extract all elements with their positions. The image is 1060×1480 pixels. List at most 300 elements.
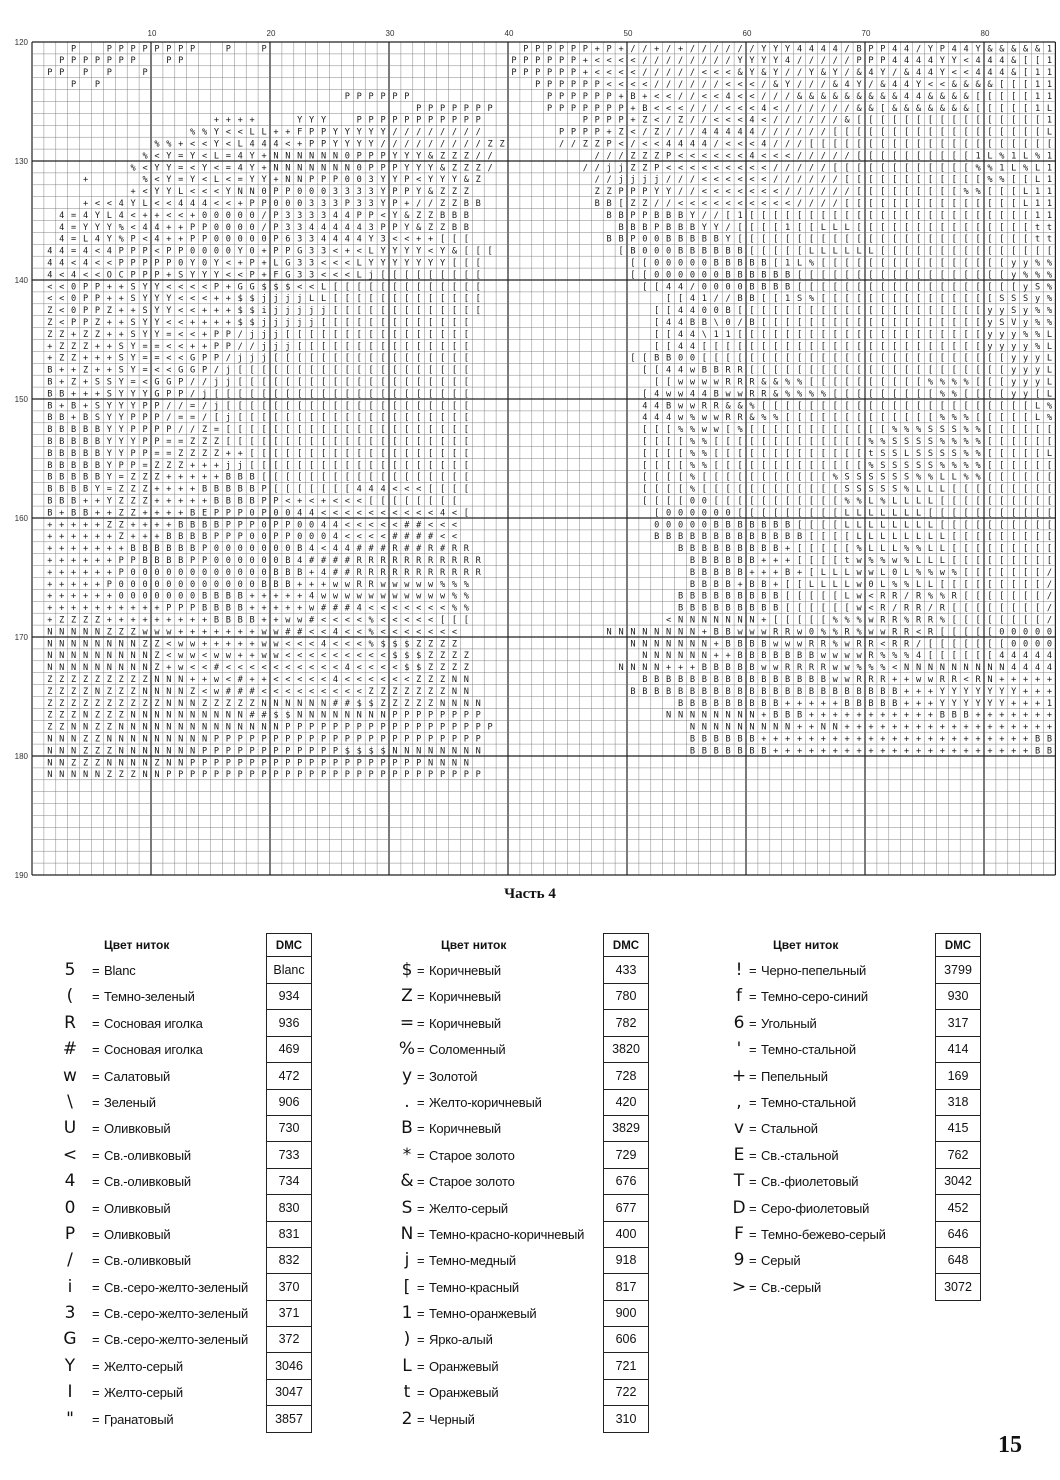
stitch-symbol: Z bbox=[630, 199, 635, 209]
stitch-symbol: / bbox=[190, 389, 195, 399]
stitch-symbol: B bbox=[737, 270, 742, 280]
stitch-symbol: B bbox=[226, 497, 231, 507]
stitch-symbol: [ bbox=[821, 473, 826, 483]
stitch-symbol: + bbox=[1035, 711, 1040, 721]
stitch-symbol: P bbox=[190, 758, 195, 768]
stitch-symbol: P bbox=[131, 235, 136, 245]
legend-header bbox=[58, 933, 388, 957]
stitch-symbol: Y bbox=[940, 699, 946, 709]
stitch-symbol: + bbox=[107, 282, 112, 292]
stitch-symbol: / bbox=[809, 163, 814, 173]
stitch-symbol: [ bbox=[345, 413, 350, 423]
stitch-symbol: B bbox=[749, 592, 754, 602]
stitch-symbol: [ bbox=[975, 627, 980, 637]
stitch-symbol: B bbox=[868, 687, 873, 697]
stitch-symbol: % bbox=[856, 497, 862, 507]
stitch-symbol: [ bbox=[380, 354, 385, 364]
stitch-symbol: $ bbox=[392, 651, 397, 661]
stitch-symbol: 4 bbox=[654, 413, 659, 423]
stitch-symbol: P bbox=[59, 68, 64, 78]
stitch-symbol: < bbox=[47, 282, 52, 292]
stitch-symbol: / bbox=[630, 44, 635, 54]
stitch-symbol: w bbox=[773, 639, 779, 649]
stitch-symbol: P bbox=[285, 770, 290, 780]
stitch-symbol: / bbox=[761, 80, 766, 90]
legend-dmc-code: 415 bbox=[935, 1115, 981, 1142]
stitch-symbol: # bbox=[416, 544, 422, 554]
stitch-symbol: & bbox=[440, 163, 446, 173]
legend-row bbox=[395, 1195, 725, 1221]
stitch-symbol: + bbox=[95, 532, 100, 542]
stitch-symbol: Z bbox=[452, 651, 457, 661]
stitch-symbol: [ bbox=[1023, 449, 1028, 459]
stitch-symbol: 0 bbox=[178, 259, 183, 269]
stitch-symbol: Y bbox=[654, 187, 660, 197]
stitch-symbol: Z bbox=[654, 128, 659, 138]
stitch-symbol: N bbox=[59, 758, 64, 768]
stitch-symbol: [ bbox=[975, 128, 980, 138]
stitch-symbol: 4 bbox=[666, 282, 671, 292]
stitch-symbol: 0 bbox=[202, 211, 207, 221]
stitch-symbol: < bbox=[321, 687, 326, 697]
stitch-symbol: P bbox=[428, 116, 433, 126]
stitch-symbol: [ bbox=[952, 639, 957, 649]
stitch-symbol: % bbox=[868, 556, 874, 566]
stitch-symbol: [ bbox=[964, 544, 969, 554]
stitch-symbol: [ bbox=[880, 342, 885, 352]
stitch-symbol: [ bbox=[369, 461, 374, 471]
stitch-symbol: [ bbox=[1047, 425, 1052, 435]
stitch-symbol: N bbox=[71, 746, 76, 756]
stitch-symbol: [ bbox=[333, 401, 338, 411]
stitch-symbol: < bbox=[226, 128, 231, 138]
stitch-symbol: + bbox=[47, 520, 52, 530]
stitch-symbol: [ bbox=[404, 270, 409, 280]
stitch-symbol: y bbox=[1011, 389, 1016, 399]
stitch-symbol: + bbox=[83, 568, 88, 578]
stitch-symbol: Y bbox=[154, 306, 160, 316]
row-number-label: 120 bbox=[15, 38, 29, 47]
stitch-symbol: [ bbox=[952, 616, 957, 626]
stitch-symbol: [ bbox=[1047, 556, 1052, 566]
stitch-symbol: + bbox=[928, 699, 933, 709]
stitch-symbol: B bbox=[238, 592, 243, 602]
legend-color-name: Темно-зеленый bbox=[104, 989, 195, 1004]
stitch-symbol: Y bbox=[964, 699, 970, 709]
stitch-symbol: < bbox=[345, 627, 350, 637]
stitch-symbol: [ bbox=[1023, 497, 1028, 507]
stitch-symbol: + bbox=[773, 580, 778, 590]
stitch-symbol: + bbox=[190, 211, 195, 221]
stitch-symbol: [ bbox=[666, 342, 671, 352]
stitch-symbol: B bbox=[702, 735, 707, 745]
stitch-symbol: 1 bbox=[1035, 92, 1040, 102]
stitch-symbol: L bbox=[261, 128, 266, 138]
stitch-symbol: [ bbox=[654, 306, 659, 316]
stitch-symbol: # bbox=[321, 604, 327, 614]
stitch-symbol: + bbox=[904, 735, 909, 745]
stitch-symbol: N bbox=[273, 151, 278, 161]
stitch-symbol: 0 bbox=[178, 568, 183, 578]
stitch-symbol: [ bbox=[440, 413, 445, 423]
stitch-symbol: L bbox=[833, 223, 838, 233]
stitch-symbol: P bbox=[250, 270, 255, 280]
stitch-symbol: & bbox=[845, 92, 851, 102]
stitch-symbol: 4 bbox=[345, 544, 350, 554]
stitch-symbol: N bbox=[214, 723, 219, 733]
stitch-symbol: [ bbox=[250, 425, 255, 435]
stitch-symbol: j bbox=[321, 306, 326, 316]
stitch-symbol: / bbox=[678, 68, 683, 78]
stitch-symbol: < bbox=[333, 270, 338, 280]
stitch-symbol: [ bbox=[1023, 175, 1028, 185]
stitch-symbol: B bbox=[749, 544, 754, 554]
stitch-symbol: < bbox=[380, 675, 385, 685]
stitch-symbol: [ bbox=[261, 425, 266, 435]
stitch-symbol: 0 bbox=[892, 568, 897, 578]
stitch-symbol: < bbox=[714, 151, 719, 161]
stitch-symbol: j bbox=[226, 378, 231, 388]
stitch-symbol: [ bbox=[975, 270, 980, 280]
stitch-symbol: < bbox=[59, 282, 64, 292]
stitch-symbol: [ bbox=[309, 401, 314, 411]
stitch-symbol: P bbox=[47, 68, 52, 78]
stitch-symbol: < bbox=[392, 616, 397, 626]
stitch-symbol: [ bbox=[987, 497, 992, 507]
stitch-symbol: < bbox=[166, 651, 171, 661]
stitch-symbol: N bbox=[452, 758, 457, 768]
stitch-symbol: + bbox=[154, 604, 159, 614]
stitch-symbol: + bbox=[107, 604, 112, 614]
stitch-symbol: [ bbox=[868, 425, 873, 435]
stitch-symbol: P bbox=[357, 151, 362, 161]
stitch-symbol: [ bbox=[821, 401, 826, 411]
stitch-symbol: Y bbox=[999, 699, 1005, 709]
stitch-symbol: [ bbox=[321, 413, 326, 423]
stitch-symbol: w bbox=[285, 616, 291, 626]
legend-equals-sign: = bbox=[749, 1069, 757, 1084]
stitch-symbol: 0 bbox=[702, 259, 707, 269]
stitch-symbol: P bbox=[452, 116, 457, 126]
stitch-symbol: N bbox=[238, 711, 243, 721]
stitch-symbol: [ bbox=[940, 401, 945, 411]
stitch-symbol: % bbox=[809, 259, 815, 269]
stitch-symbol: N bbox=[59, 735, 64, 745]
stitch-symbol: 4 bbox=[916, 92, 921, 102]
legend-dmc-code: 3042 bbox=[935, 1168, 981, 1195]
stitch-symbol: [ bbox=[654, 318, 659, 328]
stitch-symbol: j bbox=[309, 318, 314, 328]
stitch-symbol: P bbox=[202, 235, 207, 245]
stitch-symbol: [ bbox=[975, 568, 980, 578]
stitch-symbol: Y bbox=[416, 247, 422, 257]
stitch-symbol: Y bbox=[773, 44, 779, 54]
stitch-symbol: S bbox=[928, 437, 933, 447]
stitch-symbol: L bbox=[1035, 175, 1040, 185]
stitch-symbol: L bbox=[928, 497, 933, 507]
stitch-symbol: w bbox=[214, 675, 220, 685]
stitch-symbol: [ bbox=[845, 544, 850, 554]
stitch-symbol: B bbox=[726, 735, 731, 745]
stitch-symbol: 4 bbox=[357, 223, 362, 233]
stitch-symbol: + bbox=[71, 366, 76, 376]
stitch-symbol: P bbox=[559, 128, 564, 138]
stitch-symbol: L bbox=[940, 556, 945, 566]
stitch-symbol: B bbox=[761, 592, 766, 602]
stitch-symbol: B bbox=[749, 294, 754, 304]
stitch-symbol: 4 bbox=[678, 318, 683, 328]
stitch-symbol: R bbox=[904, 604, 910, 614]
stitch-symbol: < bbox=[392, 627, 397, 637]
stitch-symbol: Z bbox=[59, 330, 64, 340]
stitch-symbol: Y bbox=[773, 68, 779, 78]
stitch-symbol: [ bbox=[797, 592, 802, 602]
stitch-symbol: [ bbox=[1047, 461, 1052, 471]
stitch-symbol: < bbox=[630, 80, 635, 90]
stitch-symbol: B bbox=[642, 104, 647, 114]
stitch-symbol: w bbox=[190, 651, 196, 661]
stitch-symbol: N bbox=[297, 711, 302, 721]
stitch-symbol: + bbox=[797, 699, 802, 709]
stitch-symbol: [ bbox=[428, 425, 433, 435]
stitch-symbol: [ bbox=[868, 366, 873, 376]
legend-color-name: Темно-красный bbox=[429, 1280, 519, 1295]
stitch-symbol: P bbox=[214, 532, 219, 542]
stitch-symbol: [ bbox=[987, 461, 992, 471]
stitch-symbol: 4 bbox=[975, 56, 980, 66]
stitch-symbol: [ bbox=[833, 497, 838, 507]
stitch-symbol: S bbox=[904, 461, 909, 471]
stitch-symbol: [ bbox=[250, 389, 255, 399]
stitch-symbol: [ bbox=[380, 425, 385, 435]
stitch-symbol: + bbox=[666, 663, 671, 673]
stitch-symbol: [ bbox=[654, 485, 659, 495]
stitch-symbol: R bbox=[440, 556, 446, 566]
stitch-symbol: N bbox=[452, 675, 457, 685]
stitch-symbol: [ bbox=[333, 366, 338, 376]
stitch-symbol: < bbox=[761, 199, 766, 209]
stitch-symbol: [ bbox=[642, 425, 647, 435]
legend-color-name: Св.-оливковый bbox=[104, 1174, 191, 1189]
stitch-symbol: # bbox=[428, 532, 434, 542]
stitch-symbol: R bbox=[464, 568, 470, 578]
stitch-symbol: / bbox=[404, 128, 409, 138]
stitch-symbol: $ bbox=[273, 711, 278, 721]
stitch-symbol: < bbox=[297, 651, 302, 661]
legend-equals-sign: = bbox=[92, 1095, 100, 1110]
stitch-symbol: [ bbox=[309, 437, 314, 447]
stitch-symbol: [ bbox=[904, 151, 909, 161]
stitch-symbol: < bbox=[59, 306, 64, 316]
stitch-symbol: [ bbox=[749, 235, 754, 245]
stitch-symbol: B bbox=[714, 604, 719, 614]
stitch-symbol: B bbox=[714, 520, 719, 530]
stitch-symbol: P bbox=[333, 175, 338, 185]
stitch-symbol: N bbox=[702, 711, 707, 721]
stitch-symbol: B bbox=[250, 616, 255, 626]
stitch-symbol: 0 bbox=[238, 235, 243, 245]
stitch-symbol: 0 bbox=[202, 247, 207, 257]
legend-dmc-code: 677 bbox=[603, 1195, 649, 1222]
stitch-symbol: Z bbox=[488, 140, 493, 150]
stitch-symbol: [ bbox=[821, 461, 826, 471]
stitch-symbol: S bbox=[131, 282, 136, 292]
stitch-symbol: [ bbox=[440, 318, 445, 328]
stitch-symbol: 6 bbox=[285, 235, 290, 245]
stitch-symbol: & bbox=[928, 92, 934, 102]
stitch-symbol: 3 bbox=[297, 270, 302, 280]
stitch-symbol: [ bbox=[964, 294, 969, 304]
stitch-symbol: [ bbox=[773, 461, 778, 471]
stitch-symbol: P bbox=[452, 735, 457, 745]
stitch-symbol: + bbox=[202, 627, 207, 637]
stitch-symbol: % bbox=[892, 651, 898, 661]
stitch-symbol: P bbox=[476, 723, 481, 733]
stitch-symbol: 4 bbox=[333, 235, 338, 245]
stitch-symbol: / bbox=[690, 187, 695, 197]
stitch-symbol: / bbox=[690, 44, 695, 54]
stitch-symbol: [ bbox=[856, 187, 861, 197]
stitch-symbol: [ bbox=[440, 473, 445, 483]
stitch-symbol: P bbox=[440, 711, 445, 721]
stitch-symbol: [ bbox=[928, 163, 933, 173]
stitch-symbol: P bbox=[607, 44, 612, 54]
stitch-symbol: w bbox=[702, 378, 708, 388]
stitch-symbol: 4 bbox=[666, 140, 671, 150]
stitch-symbol: [ bbox=[749, 497, 754, 507]
stitch-symbol: B bbox=[83, 437, 88, 447]
stitch-symbol: w bbox=[785, 639, 791, 649]
stitch-symbol: < bbox=[202, 663, 207, 673]
legend-equals-sign: = bbox=[749, 1174, 757, 1189]
legend-color-name: Темно-стальной bbox=[761, 1042, 856, 1057]
legend-dmc-code: 782 bbox=[603, 1010, 649, 1037]
stitch-symbol: B bbox=[749, 318, 754, 328]
stitch-symbol: + bbox=[250, 651, 255, 661]
legend-color-name: Салатовый bbox=[104, 1069, 170, 1084]
stitch-symbol: w bbox=[714, 425, 720, 435]
stitch-symbol: % bbox=[1047, 401, 1053, 411]
stitch-symbol: N bbox=[737, 723, 742, 733]
stitch-symbol: B bbox=[856, 687, 861, 697]
stitch-symbol: L bbox=[928, 544, 933, 554]
stitch-symbol: 4 bbox=[987, 68, 992, 78]
stitch-symbol: + bbox=[95, 592, 100, 602]
stitch-symbol: Z bbox=[47, 687, 52, 697]
stitch-symbol: B bbox=[785, 687, 790, 697]
stitch-symbol: 0 bbox=[678, 508, 683, 518]
stitch-symbol: [ bbox=[797, 520, 802, 530]
stitch-symbol: Z bbox=[214, 699, 219, 709]
stitch-symbol: + bbox=[714, 639, 719, 649]
legend-dmc-code: 469 bbox=[266, 1036, 312, 1063]
stitch-symbol: P bbox=[273, 247, 278, 257]
stitch-symbol: B bbox=[845, 699, 850, 709]
stitch-symbol: [ bbox=[892, 187, 897, 197]
stitch-symbol: 0 bbox=[702, 520, 707, 530]
stitch-symbol: [ bbox=[975, 175, 980, 185]
stitch-symbol: R bbox=[392, 568, 398, 578]
stitch-symbol: + bbox=[868, 746, 873, 756]
stitch-symbol: [ bbox=[416, 270, 421, 280]
stitch-symbol: + bbox=[238, 259, 243, 269]
stitch-symbol: w bbox=[273, 639, 279, 649]
stitch-symbol: N bbox=[119, 723, 124, 733]
stitch-symbol: < bbox=[428, 247, 433, 257]
stitch-symbol: [ bbox=[285, 413, 290, 423]
stitch-symbol: + bbox=[821, 711, 826, 721]
stitch-symbol: [ bbox=[999, 80, 1004, 90]
stitch-symbol: P bbox=[321, 175, 326, 185]
stitch-symbol: L bbox=[83, 235, 88, 245]
stitch-symbol: G bbox=[285, 259, 290, 269]
stitch-symbol: R bbox=[726, 366, 732, 376]
stitch-symbol: + bbox=[928, 687, 933, 697]
stitch-symbol: / bbox=[773, 175, 778, 185]
stitch-symbol: [ bbox=[1047, 544, 1052, 554]
legend-symbol: 5 bbox=[58, 960, 82, 980]
stitch-symbol: [ bbox=[309, 449, 314, 459]
stitch-symbol: Z bbox=[416, 699, 421, 709]
stitch-symbol: B bbox=[702, 604, 707, 614]
stitch-symbol: [ bbox=[273, 473, 278, 483]
stitch-symbol: B bbox=[47, 401, 52, 411]
stitch-symbol: P bbox=[273, 770, 278, 780]
stitch-symbol: Z bbox=[428, 663, 433, 673]
stitch-symbol: / bbox=[261, 211, 266, 221]
stitch-symbol: + bbox=[154, 497, 159, 507]
stitch-symbol: [ bbox=[702, 485, 707, 495]
stitch-symbol: < bbox=[952, 68, 957, 78]
stitch-symbol: [ bbox=[1011, 508, 1016, 518]
stitch-symbol: + bbox=[737, 580, 742, 590]
stitch-symbol: [ bbox=[452, 401, 457, 411]
stitch-symbol: L bbox=[868, 508, 873, 518]
legend-header-label: Цвет ниток bbox=[773, 938, 838, 952]
stitch-symbol: & bbox=[1011, 68, 1017, 78]
stitch-symbol: / bbox=[678, 187, 683, 197]
stitch-symbol: Y bbox=[452, 175, 458, 185]
stitch-symbol: L bbox=[1035, 413, 1040, 423]
stitch-symbol: B bbox=[749, 259, 754, 269]
stitch-symbol: R bbox=[952, 592, 958, 602]
stitch-symbol: [ bbox=[1023, 425, 1028, 435]
stitch-symbol: [ bbox=[797, 508, 802, 518]
stitch-symbol: [ bbox=[654, 508, 659, 518]
stitch-symbol: [ bbox=[357, 437, 362, 447]
stitch-symbol: + bbox=[59, 592, 64, 602]
stitch-symbol: & bbox=[833, 92, 839, 102]
stitch-symbol: P bbox=[559, 56, 564, 66]
stitch-symbol: & bbox=[809, 92, 815, 102]
stitch-symbol: [ bbox=[868, 401, 873, 411]
stitch-symbol: w bbox=[142, 627, 148, 637]
stitch-symbol: Y bbox=[392, 259, 398, 269]
stitch-symbol: P bbox=[154, 425, 159, 435]
stitch-symbol: [ bbox=[892, 330, 897, 340]
stitch-symbol: < bbox=[202, 282, 207, 292]
stitch-symbol: w bbox=[392, 592, 398, 602]
stitch-symbol: [ bbox=[392, 306, 397, 316]
stitch-symbol: Z bbox=[71, 687, 76, 697]
stitch-symbol: + bbox=[226, 306, 231, 316]
legend-equals-sign: = bbox=[749, 1042, 757, 1057]
stitch-symbol: [ bbox=[940, 211, 945, 221]
stitch-symbol: t bbox=[1047, 235, 1052, 245]
stitch-symbol: 4 bbox=[690, 306, 695, 316]
stitch-symbol: Y bbox=[131, 366, 137, 376]
stitch-symbol: P bbox=[261, 735, 266, 745]
